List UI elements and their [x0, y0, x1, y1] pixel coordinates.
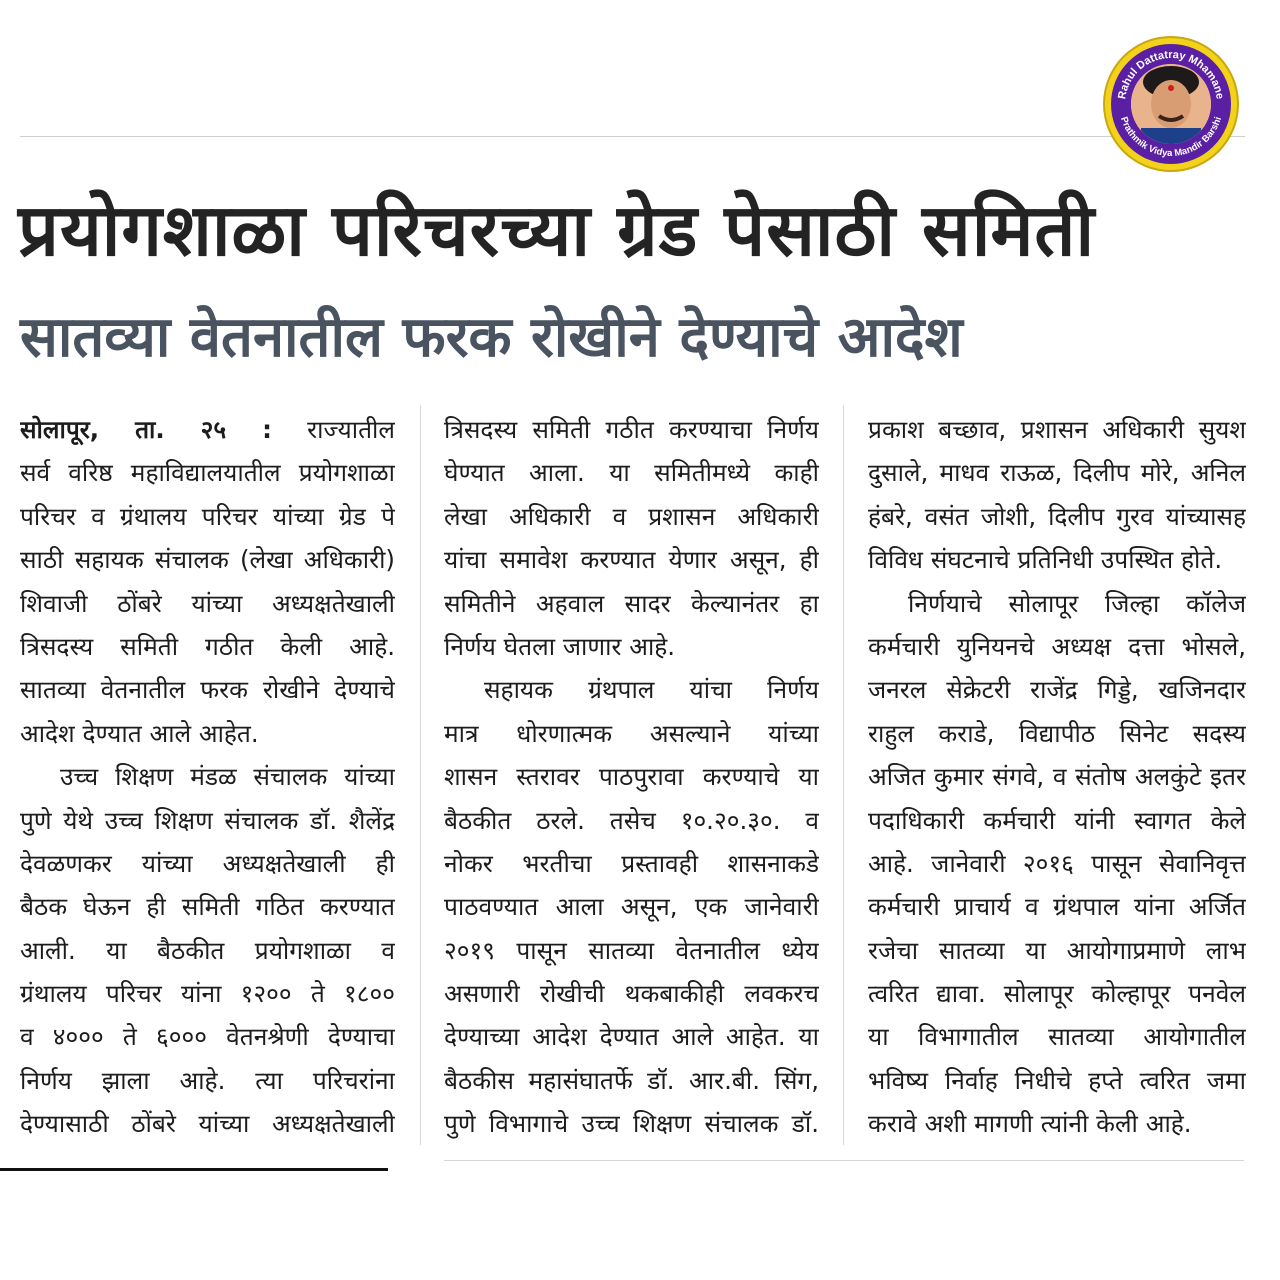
svg-text:Rahul Dattatray Mhamane — [1116, 49, 1226, 100]
article-line: सातव्या वेतनातील फरक रोखीने देण्याचे — [20, 675, 395, 705]
article-line: हंबरे, वसंत जोशी, दिलीप गुरव यांच्यासह — [868, 501, 1246, 531]
article-line: दुसाले, माधव राऊळ, दिलीप मोरे, अनिल — [868, 458, 1246, 488]
article-column-3 — [868, 408, 1246, 1148]
article-line: मात्र धोरणात्मक असल्याने यांच्या — [444, 718, 819, 748]
article-line: जनरल सेक्रेटरी राजेंद्र गिड्डे, खजिनदार — [868, 675, 1246, 705]
article-line: निर्णय घेतला जाणार आहे. — [444, 631, 676, 661]
article-line: भविष्य निर्वाह निधीचे हप्ते त्वरित जमा — [868, 1065, 1246, 1095]
column-divider — [420, 405, 421, 1145]
article-line: घेण्यात आला. या समितीमध्ये काही — [444, 458, 819, 488]
dateline: सोलापूर, ता. २५ : — [20, 415, 272, 444]
article-line: बैठकीस महासंघातर्फे डॉ. आर.बी. सिंग, — [444, 1065, 819, 1095]
article-line: निर्णयाचे सोलापूर जिल्हा कॉलेज — [908, 588, 1246, 618]
article-line: कर्मचारी युनियनचे अध्यक्ष दत्ता भोसले, — [868, 631, 1246, 661]
article-line: शासन स्तरावर पाठपुरावा करण्याचे या — [444, 762, 819, 792]
article-line: सर्व वरिष्ठ महाविद्यालयातील प्रयोगशाळा — [20, 458, 395, 488]
article-line: प्रकाश बच्छाव, प्रशासन अधिकारी सुयश — [868, 415, 1246, 444]
badge-name: Rahul Dattatray Mhamane — [1116, 48, 1226, 101]
article-line — [20, 408, 395, 451]
article-line: आहे. जानेवारी २०१६ पासून सेवानिवृत्त — [868, 848, 1246, 878]
article-line: लेखा अधिकारी व प्रशासन अधिकारी — [444, 501, 819, 531]
article-line: सहायक ग्रंथपाल यांचा निर्णय — [484, 675, 819, 705]
article-line: आली. या बैठकीत प्रयोगशाळा व — [20, 935, 395, 965]
article-line: बैठकीत ठरले. तसेच १०.२०.३०. व — [444, 805, 819, 835]
subheadline: सातव्या वेतनातील फरक रोखीने देण्याचे आदेश — [20, 305, 963, 370]
article-line: नोकर भरतीचा प्रस्तावही शासनाकडे — [444, 848, 819, 878]
article-line: निर्णय झाला आहे. त्या परिचरांना — [20, 1065, 395, 1095]
article-line: साठी सहायक संचालक (लेखा अधिकारी) — [20, 545, 395, 575]
article-line: यांचा समावेश करण्यात येणार असून, ही — [444, 545, 819, 575]
article-line: देण्याच्या आदेश देण्यात आले आहेत. या — [444, 1022, 819, 1052]
article-line: त्रिसदस्य समिती गठीत केली आहे. — [20, 631, 395, 661]
column-divider — [843, 405, 844, 1145]
article-line: करावे अशी मागणी त्यांनी केली आहे. — [868, 1109, 1192, 1139]
article-line: राहुल कराडे, विद्यापीठ सिनेट सदस्य — [868, 718, 1246, 748]
article-line: विविध संघटनाचे प्रतिनिधी उपस्थित होते. — [868, 545, 1223, 575]
article-line: देण्यासाठी ठोंबरे यांच्या अध्यक्षतेखाली — [20, 1109, 395, 1139]
article-line: उच्च शिक्षण मंडळ संचालक यांच्या — [60, 762, 395, 792]
article-line: त्वरित द्यावा. सोलापूर कोल्हापूर पनवेल — [868, 979, 1246, 1009]
article-line: समितीने अहवाल सादर केल्यानंतर हा — [444, 588, 819, 618]
article-line: आदेश देण्यात आले आहेत. — [20, 718, 259, 748]
article-column-2 — [444, 408, 819, 1148]
article-line: अजित कुमार संगवे, व संतोष अलकुंटे इतर — [868, 762, 1246, 792]
article-line: रजेचा सातव्या या आयोगाप्रमाणे लाभ — [868, 935, 1246, 965]
article-line: पुणे येथे उच्च शिक्षण संचालक डॉ. शैलेंद्र — [20, 805, 395, 835]
article-line: या विभागातील सातव्या आयोगातील — [868, 1022, 1246, 1052]
article-line: देवळणकर यांच्या अध्यक्षतेखाली ही — [20, 848, 395, 878]
bottom-rule-thin — [444, 1160, 1244, 1161]
article-line: शिवाजी ठोंबरे यांच्या अध्यक्षतेखाली — [20, 588, 395, 618]
article-line: बैठक घेऊन ही समिती गठित करण्यात — [20, 892, 395, 922]
article-line: पदाधिकारी कर्मचारी यांनी स्वागत केले — [868, 805, 1246, 835]
article-line: ग्रंथालय परिचर यांना १२०० ते १८०० — [20, 979, 395, 1009]
bottom-rule — [0, 1168, 388, 1171]
badge-org: Prathmik Vidya Mandir Barshi — [1117, 115, 1224, 160]
article-line: पुणे विभागाचे उच्च शिक्षण संचालक डॉ. — [444, 1109, 819, 1139]
article-line: असणारी रोखीची थकबाकीही लवकरच — [444, 979, 819, 1009]
article-column-1 — [20, 408, 395, 1148]
article-line: त्रिसदस्य समिती गठीत करण्याचा निर्णय — [444, 415, 819, 444]
article-line: कर्मचारी प्राचार्य व ग्रंथपाल यांना अर्जित — [868, 892, 1246, 922]
article-line: २०१९ पासून सातव्या वेतनातील ध्येय — [444, 935, 819, 965]
headline: प्रयोगशाळा परिचरच्या ग्रेड पेसाठी समिती — [18, 188, 1096, 272]
article-line: पाठवण्यात आला असून, एक जानेवारी — [444, 892, 819, 922]
author-badge — [1105, 38, 1237, 170]
article-line: परिचर व ग्रंथालय परिचर यांच्या ग्रेड पे — [20, 501, 395, 531]
svg-text:Prathmik Vidya Mandir Barshi — [1118, 115, 1224, 159]
badge-text-ring — [1105, 38, 1237, 170]
line-text: राज्यातील — [271, 415, 395, 444]
article-line: व ४००० ते ६००० वेतनश्रेणी देण्याचा — [20, 1022, 395, 1052]
top-rule — [20, 136, 1245, 137]
